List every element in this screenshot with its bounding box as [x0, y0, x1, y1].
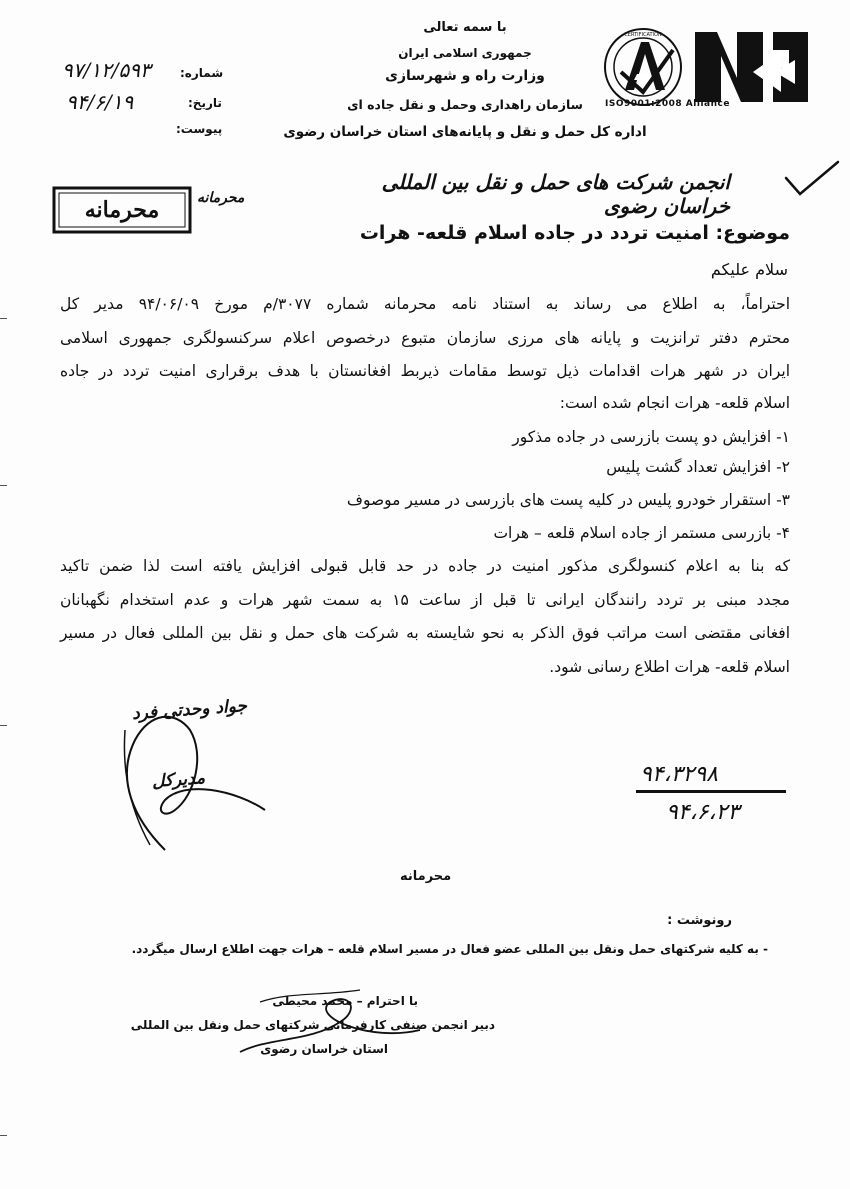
organization-name: سازمان راهداری وحمل و نقل جاده ای [347, 97, 583, 112]
basmala: با سمه تعالی [423, 20, 507, 35]
list-item: ۳- استقرار خودرو پلیس در کلیه پست های بازرسی در مسیر موصوف [346, 491, 790, 509]
list-item: ۱- افزایش دو پست بازرسی در جاده مذکور [512, 428, 790, 446]
handwritten-date: ۹۴،۶،۲۳ [666, 800, 740, 825]
body-line: افغانی مقتضی است مراتب فوق الذکر به نحو شایسته به شرکت های حمل و نقل بین المللی فعال در مسیر [60, 624, 790, 642]
footer-province: استان خراسان رضوی [260, 1042, 388, 1056]
footer-position: دبیر انجمن صنفی کارفرمائی شرکتهای حمل ونقل بین المللی [130, 1018, 495, 1032]
body-line: که بنا به اعلام کنسولگری مذکور امنیت در جاده در حد قابل قبولی افزایش یافته است لذا ضمن تاکید [60, 557, 790, 575]
signatory-title: مدیرکل [151, 768, 206, 792]
country-name: جمهوری اسلامی ایران [398, 46, 532, 60]
greeting: سلام علیکم [710, 260, 788, 279]
date-value: ۹۴/۶/۱۹ [66, 90, 134, 114]
body-line: اسلام قلعه- هرات انجام شده است: [559, 394, 790, 412]
number-label: شماره: [180, 66, 224, 80]
recipient: انجمن شرکت های حمل و نقل بین المللی خراسان رضوی [381, 170, 730, 218]
footer-regards: با احترام – محمد محیطی [272, 994, 418, 1008]
scan-edge-mark [0, 725, 7, 726]
body-line: احتراماً، به اطلاع می رساند به استناد نامه محرمانه شماره ۳۰۷۷/م مورخ ۹۴/۰۶/۰۹ مدیر کل [60, 295, 791, 313]
number-value: ۹۷/۱۲/۵۹۳ [62, 58, 151, 82]
check-mark-icon [782, 160, 842, 200]
underline-divider [636, 790, 786, 793]
body-line: مجدد مبنی بر تردد رانندگان ایرانی تا قبل از ساعت ۱۵ به سمت شهر هرات و عدم استخدام نگهبانان [60, 591, 790, 609]
scan-edge-mark [0, 318, 7, 319]
logo-caption: ISO9001:2008 Alliance [605, 99, 730, 109]
list-item: ۲- افزایش تعداد گشت پلیس [606, 458, 790, 476]
attachment-label: پیوست: [176, 122, 223, 136]
body-line: اسلام قلعه- هرات اطلاع رسانی شود. [549, 658, 790, 676]
confidential-stamp-text: محرمانه [84, 197, 160, 223]
scan-edge-mark [0, 485, 7, 486]
signatory-name: جواد وحدتی فرد [131, 696, 248, 724]
cc-title: رونوشت : [667, 913, 732, 928]
body-line: محترم دفتر ترانزیت و پایانه های مرزی سازمان متبوع درخصوص اعلام سرکنسولگری جمهوری اسلامی [60, 329, 790, 347]
handwritten-number: ۹۴،۳۲۹۸ [640, 762, 718, 787]
stamp-side-text: محرمانه [197, 190, 245, 206]
classification-label: محرمانه [400, 869, 452, 884]
cc-line: - به کلیه شرکتهای حمل ونقل بین المللی عضو فعال در مسیر اسلام قلعه – هرات جهت اطلاع ارسال میگردد. [131, 942, 768, 956]
date-label: تاریخ: [188, 96, 222, 110]
scan-edge-mark [0, 1135, 7, 1136]
ministry-name: وزارت راه و شهرسازی [385, 68, 545, 84]
list-item: ۴- بازرسی مستمر از جاده اسلام قلعه – هرات [493, 524, 790, 542]
body-line: ایران در شهر هرات اقدامات ذیل توسط مقامات ذیربط افغانستان با هدف برقراری امنیت تردد در جاده [60, 362, 790, 380]
svg-text:CERTIFICATION: CERTIFICATION [624, 32, 662, 38]
subject: موضوع: امنیت تردد در جاده اسلام قلعه- هرات [359, 222, 790, 244]
directorate-name: اداره کل حمل و نقل و پایانه‌های استان خراسان رضوی [283, 124, 647, 140]
